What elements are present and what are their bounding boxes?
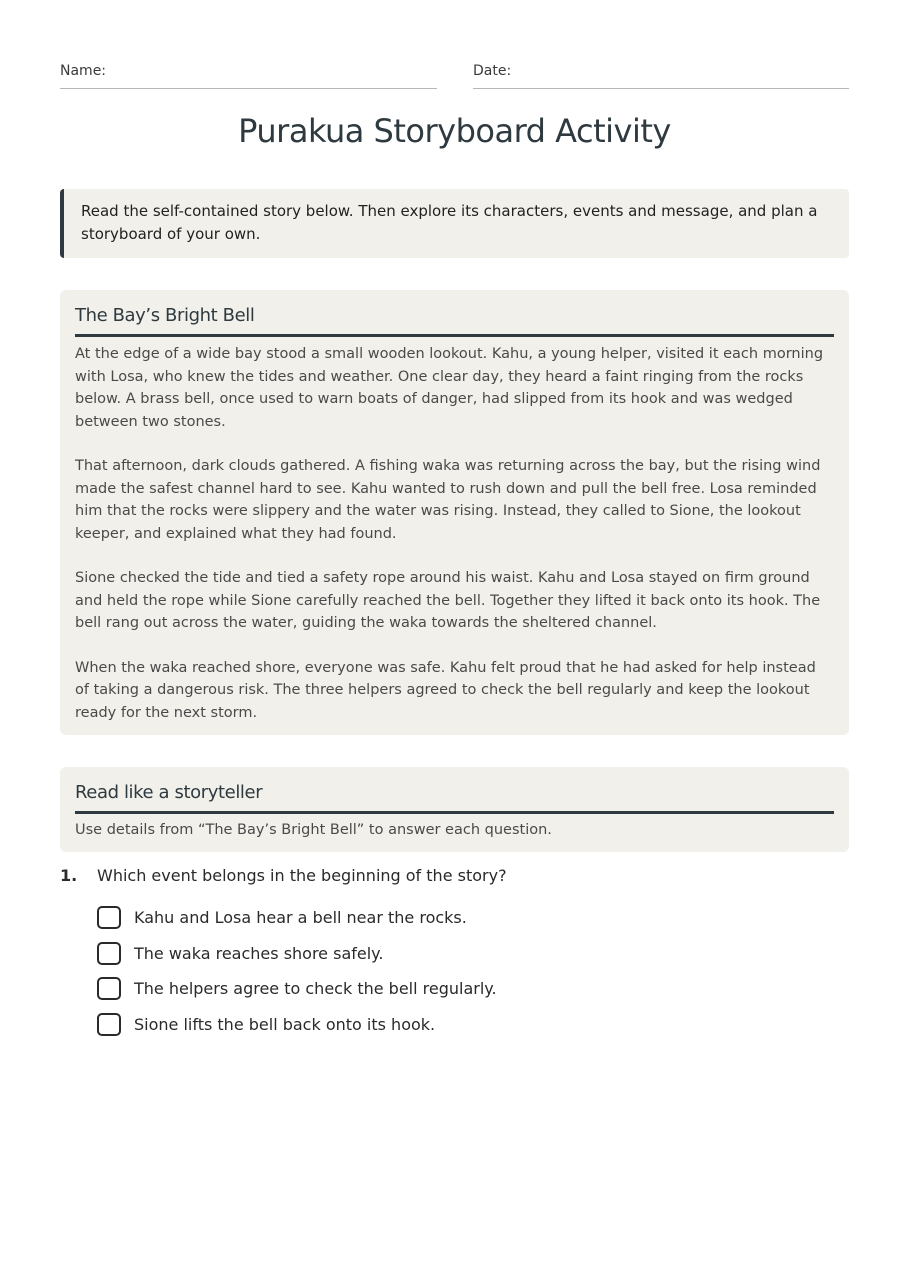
story-paragraph: That afternoon, dark clouds gathered. A fishing waka was returning across the bay, but the rising wind made the safest channel hard to see. Kahu wanted to rush down and pull the bell free. Losa reminded him that the rocks were slippery and the water was rising. Instead, they called to Sione, the lookout keeper, and explained what they had found. — [75, 458, 821, 542]
answer-checkbox[interactable] — [97, 942, 121, 965]
story-card — [60, 290, 849, 735]
story-title: The Bay’s Bright Bell — [75, 302, 834, 337]
story-paragraph: Sione checked the tide and tied a safety rope around his waist. Kahu and Losa stayed on firm ground and held the rope while Sione carefully reached the bell. Together they lifted it back onto its hook. The bell rang out across the water, guiding the waka towards the sheltered channel. — [75, 570, 821, 631]
answer-option-label: The helpers agree to check the bell regularly. — [134, 979, 497, 998]
answer-checkbox[interactable] — [97, 906, 121, 929]
answer-option[interactable] — [97, 975, 849, 1002]
answer-checkbox[interactable] — [97, 1013, 121, 1036]
name-field[interactable] — [60, 60, 437, 89]
question-prompt — [60, 866, 849, 894]
answer-options — [97, 904, 849, 1038]
date-label: Date: — [473, 63, 512, 79]
intro-callout — [60, 189, 849, 258]
question-number: 1. — [60, 866, 78, 885]
answer-option[interactable] — [97, 940, 849, 967]
question-text: Which event belongs in the beginning of the story? — [97, 866, 507, 885]
answer-option[interactable] — [97, 904, 849, 931]
answer-option-label: Kahu and Losa hear a bell near the rocks. — [134, 908, 467, 927]
answer-checkbox[interactable] — [97, 977, 121, 1000]
date-field[interactable] — [473, 60, 849, 89]
guide-card — [60, 767, 849, 852]
page-title: Purakua Storyboard Activity — [238, 112, 671, 150]
guide-instructions: Use details from “The Bay’s Bright Bell” to answer each question. — [75, 822, 552, 838]
guide-title: Read like a storyteller — [75, 779, 834, 814]
story-body — [75, 343, 834, 724]
answer-option-label: Sione lifts the bell back onto its hook. — [134, 1014, 436, 1034]
story-paragraph: At the edge of a wide bay stood a small wooden lookout. Kahu, a young helper, visited it each morning with Losa, who knew the tides and weather. One clear day, they heard a faint ringing from the rocks below. A brass bell, once used to warn boats of danger, had slipped from its hook and was wedged between two stones. — [75, 346, 824, 430]
intro-text: Read the self-contained story below. Then explore its characters, events and message, and plan a storyboard of your own. — [81, 202, 818, 243]
question-1 — [60, 866, 849, 1046]
header-fields — [60, 60, 849, 90]
name-label: Name: — [60, 63, 107, 79]
answer-option-label: The waka reaches shore safely. — [134, 943, 384, 963]
answer-option[interactable] — [97, 1011, 849, 1038]
story-paragraph: When the waka reached shore, everyone was safe. Kahu felt proud that he had asked for help instead of taking a dangerous risk. The three helpers agreed to check the bell regularly and keep the lookout ready for the next storm. — [75, 659, 816, 721]
